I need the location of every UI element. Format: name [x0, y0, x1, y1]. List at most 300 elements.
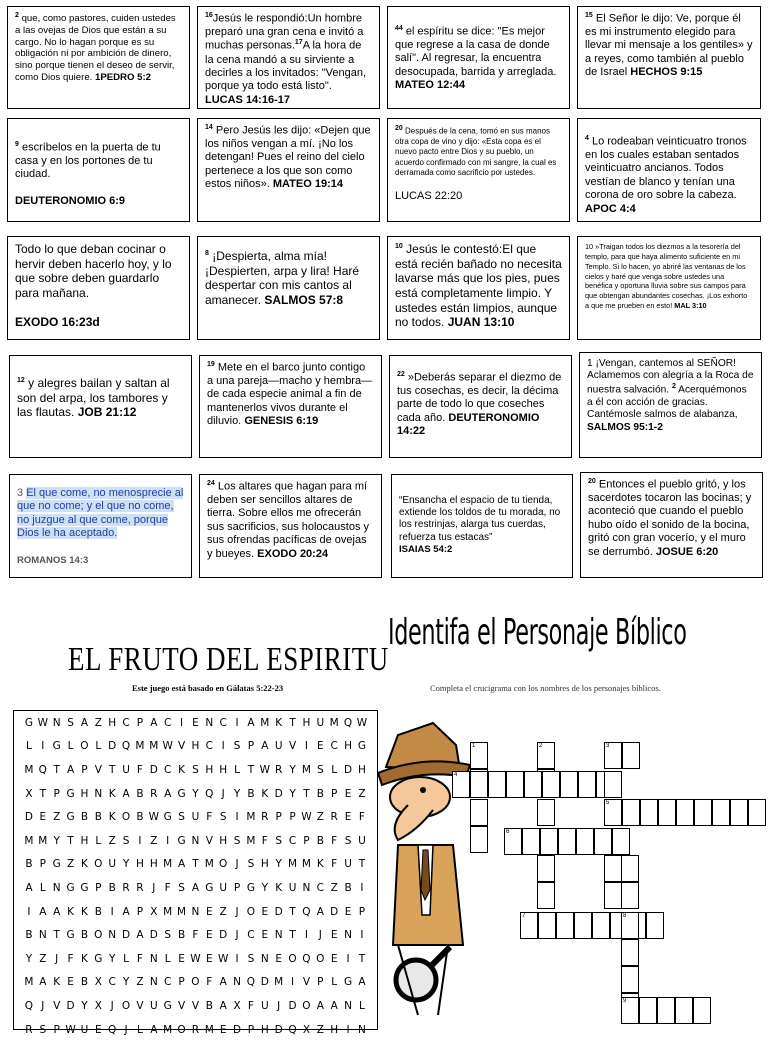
- wordsearch-letter: D: [344, 763, 353, 776]
- wordsearch-letter: A: [247, 716, 255, 729]
- wordsearch-letter: M: [24, 976, 34, 989]
- wordsearch-letter: G: [80, 881, 89, 894]
- wordsearch-letter: O: [94, 858, 103, 871]
- wordsearch-letter: C: [330, 740, 338, 753]
- wordsearch-letter: J: [110, 999, 114, 1012]
- wordsearch-letter: L: [39, 881, 46, 894]
- wordsearch-letter: T: [53, 763, 60, 776]
- wordsearch-letter: Y: [122, 976, 130, 989]
- wordsearch-letter: E: [261, 929, 269, 942]
- wordsearch-letter: N: [149, 952, 158, 965]
- crossword-title: Identifa el Personaje Bíblico: [388, 612, 687, 654]
- wordsearch-letter: G: [177, 787, 186, 800]
- wordsearch-letter: M: [301, 858, 311, 871]
- wordsearch-letter: K: [261, 787, 269, 800]
- wordsearch-letter: H: [260, 858, 269, 871]
- wordsearch-letter: W: [301, 811, 312, 824]
- verse-card-josue6: $^{20}$ Entonces el pueblo gritó, y los sacerdotes tocaron las bocinas; y aconteció que cuando el pueblo hubo oído el sonido de la bocina, gritó con gran vocerío, y el muro se derrumbó. JOSUE 6:20: [580, 472, 763, 578]
- wordsearch-letter: Z: [66, 858, 75, 871]
- crossword-cell[interactable]: [621, 997, 639, 1024]
- wordsearch-letter: D: [122, 929, 131, 942]
- wordsearch-letter: E: [94, 1023, 102, 1036]
- wordsearch-letter: D: [274, 787, 283, 800]
- wordsearch-letter: S: [178, 881, 185, 894]
- crossword-cell[interactable]: [621, 966, 639, 993]
- wordsearch-letter: L: [95, 740, 102, 753]
- crossword-cell[interactable]: [621, 855, 639, 882]
- wordsearch-letter: D: [274, 905, 283, 918]
- wordsearch-letter: F: [136, 952, 143, 965]
- wordsearch-letter: W: [217, 952, 229, 965]
- wordsearch-letter: B: [80, 811, 89, 824]
- wordsearch-letter: Q: [302, 952, 311, 965]
- wordsearch-letter: J: [55, 952, 59, 965]
- wordsearch-letter: A: [25, 881, 33, 894]
- wordsearch-letter: N: [149, 976, 158, 989]
- wordsearch-letter: T: [289, 905, 296, 918]
- wordsearch-letter: K: [275, 881, 283, 894]
- wordsearch-letter: C: [164, 716, 172, 729]
- wordsearch-letter: N: [233, 976, 241, 989]
- crossword-clue-number: 6: [506, 829, 510, 835]
- wordsearch-letter: E: [344, 905, 352, 918]
- wordsearch-letter: D: [288, 999, 297, 1012]
- wordsearch-letter: X: [94, 976, 102, 989]
- wordsearch-letter: D: [260, 976, 269, 989]
- wordsearch-letter: L: [26, 740, 32, 753]
- wordsearch-letter: T: [247, 763, 255, 776]
- wordsearch-letter: N: [205, 716, 214, 729]
- wordsearch-letter: C: [247, 929, 255, 942]
- wordsearch-letter: F: [164, 881, 171, 894]
- wordsearch-letter: I: [138, 834, 142, 847]
- crossword-cell[interactable]: [675, 997, 693, 1024]
- crossword-cell[interactable]: [522, 828, 540, 855]
- crossword-cell[interactable]: [646, 912, 664, 939]
- wordsearch-letter: E: [67, 976, 74, 989]
- crossword-cell[interactable]: [658, 799, 676, 826]
- wordsearch-letter: N: [52, 881, 61, 894]
- wordsearch-letter: K: [67, 905, 74, 918]
- wordsearch-letter: V: [94, 763, 102, 776]
- wordsearch-letter: R: [25, 1023, 33, 1036]
- wordsearch-letter: P: [53, 787, 60, 800]
- crossword-cell[interactable]: [524, 771, 542, 798]
- crossword-cell[interactable]: [506, 771, 524, 798]
- wordsearch-letter: I: [360, 881, 364, 894]
- wordsearch-letter: L: [234, 763, 240, 776]
- crossword-cell[interactable]: [640, 799, 658, 826]
- wordsearch-letter: Q: [343, 716, 353, 729]
- wordsearch-letter: T: [192, 858, 199, 871]
- wordsearch-letter: J: [235, 858, 239, 871]
- wordsearch-letter: R: [150, 787, 158, 800]
- wordsearch-letter: E: [192, 716, 199, 729]
- wordsearch-letter: H: [80, 834, 89, 847]
- crossword-cell[interactable]: [592, 912, 610, 939]
- wordsearch-row: [14, 853, 377, 877]
- crossword-clue-number: 3: [606, 743, 610, 749]
- wordsearch-letter: X: [233, 999, 241, 1012]
- wordsearch-letter: D: [149, 929, 158, 942]
- crossword-cell[interactable]: [520, 912, 538, 939]
- wordsearch-letter: I: [180, 716, 184, 729]
- crossword-cell[interactable]: [556, 912, 574, 939]
- wordsearch-letter: A: [150, 1023, 158, 1036]
- wordsearch-letter: I: [235, 811, 239, 824]
- wordsearch-letter: Z: [53, 811, 61, 824]
- wordsearch-letter: J: [235, 905, 239, 918]
- wordsearch-letter: P: [247, 1023, 255, 1036]
- wordsearch-letter: H: [344, 740, 353, 753]
- wordsearch-letter: F: [331, 858, 338, 871]
- verse-card-lucas22: 20 Después de la cena, tomó en sus manos otra copa de vino y dijo: «Esta copa es el nuevo pacto entre Dios y su pueblo, un acuerdo confirmado con mi sangre, la cual es derramada como sacrificio por ustedes. LUCAS 22:20: [387, 118, 570, 222]
- wordsearch-letter: U: [149, 999, 158, 1012]
- wordsearch-letter: B: [108, 881, 116, 894]
- wordsearch-letter: S: [192, 763, 199, 776]
- crossword-cell[interactable]: [621, 939, 639, 966]
- wordsearch-letter: H: [108, 716, 117, 729]
- wordsearch-row: [14, 805, 377, 829]
- wordsearch-letter: E: [205, 952, 213, 965]
- wordsearch-letter: I: [346, 952, 350, 965]
- crossword-subtitle: Completa el crucigrama con los nombres de los personajes bíblicos.: [430, 683, 661, 693]
- wordsearch-letter: O: [94, 929, 103, 942]
- wordsearch-letter: Y: [122, 858, 130, 871]
- crossword-cell[interactable]: [574, 912, 592, 939]
- wordsearch-letter: U: [274, 740, 283, 753]
- wordsearch-letter: P: [136, 905, 144, 918]
- verse-card-mateo12: $^{44}$ el espíritu se dice: "Es mejor que regrese a la casa de donde salí". Al regresar, la encuentra desocupada, barrida y arreglada. MATEO 12:44: [387, 6, 570, 109]
- wordsearch-letter: T: [358, 952, 366, 965]
- wordsearch-letter: O: [219, 858, 228, 871]
- wordsearch-letter: U: [80, 1023, 89, 1036]
- wordsearch-letter: M: [24, 763, 34, 776]
- wordsearch-letter: W: [65, 1023, 76, 1036]
- crossword-cell[interactable]: [542, 771, 560, 798]
- wordsearch-letter: I: [360, 929, 364, 942]
- wordsearch-letter: W: [259, 763, 270, 776]
- wordsearch-letter: Z: [219, 905, 227, 918]
- wordsearch-letter: B: [94, 905, 102, 918]
- crossword-cell[interactable]: [576, 828, 594, 855]
- detective-illustration: [378, 715, 476, 1020]
- crossword-cell[interactable]: [537, 855, 555, 882]
- wordsearch-letter: A: [53, 905, 61, 918]
- wordsearch-letter: E: [205, 929, 213, 942]
- wordsearch-letter: G: [66, 881, 75, 894]
- crossword-cell[interactable]: [604, 742, 622, 769]
- wordsearch-letter: M: [38, 834, 48, 847]
- wordsearch-letter: D: [149, 763, 158, 776]
- wordsearch-letter: Q: [246, 976, 256, 989]
- wordsearch-letter: Z: [150, 834, 158, 847]
- wordsearch-letter: P: [53, 1023, 60, 1036]
- wordsearch-letter: G: [163, 811, 172, 824]
- crossword-cell[interactable]: [604, 771, 622, 798]
- verse-card-hechos9: $^{15}$ El Señor le dijo: Ve, porque él es mi instrumento elegido para llevar mi mensaje a los gentiles» y a reyes, como también al pueblo de Israel HECHOS 9:15: [577, 6, 761, 109]
- wordsearch-letter: P: [233, 881, 241, 894]
- wordsearch-row: [14, 1018, 377, 1041]
- wordsearch-letter: O: [121, 999, 131, 1012]
- crossword-clue-number: 8: [623, 913, 627, 919]
- crossword-cell[interactable]: [558, 828, 576, 855]
- wordsearch-letter: L: [331, 976, 338, 989]
- verse-card-romanos14: 3 El que come, no menosprecie al que no come; y el que no come, no juzgue al que come, porque Dios le ha aceptado. ROMANOS 14:3: [9, 474, 192, 578]
- crossword-cell[interactable]: [639, 997, 657, 1024]
- wordsearch-letter: V: [302, 976, 311, 989]
- wordsearch-row: [14, 900, 377, 924]
- wordsearch-letter: N: [344, 999, 352, 1012]
- verse-card-job21: $^{12}$ y alegres bailan y saltan al son del arpa, los tambores y las flautas. JOB 21:12: [9, 355, 192, 458]
- wordsearch-letter: A: [136, 929, 144, 942]
- wordsearch-letter: U: [288, 881, 297, 894]
- wordsearch-letter: Z: [39, 952, 47, 965]
- crossword-cell[interactable]: [470, 742, 488, 769]
- wordsearch-letter: Y: [108, 952, 116, 965]
- wordsearch-letter: H: [135, 858, 144, 871]
- crossword-cell[interactable]: [712, 799, 730, 826]
- wordsearch-letter: M: [149, 740, 159, 753]
- wordsearch-letter: P: [81, 763, 88, 776]
- wordsearch-letter: O: [177, 1023, 186, 1036]
- wordsearch-letter: W: [148, 811, 159, 824]
- wordsearch-letter: D: [24, 811, 33, 824]
- wordsearch-letter: I: [221, 740, 225, 753]
- wordsearch-letter: V: [191, 999, 200, 1012]
- wordsearch-letter: B: [247, 787, 255, 800]
- wordsearch-letter: V: [177, 999, 186, 1012]
- wordsearch-letter: A: [191, 881, 200, 894]
- wordsearch-letter: B: [205, 999, 213, 1012]
- wordsearch-letter: D: [108, 740, 117, 753]
- wordsearch-letter: B: [94, 811, 102, 824]
- wordsearch-letter: H: [302, 716, 311, 729]
- wordsearch-letter: S: [247, 952, 255, 965]
- wordsearch-letter: Q: [121, 740, 131, 753]
- wordsearch-letter: Z: [94, 716, 102, 729]
- wordsearch-letter: N: [260, 952, 269, 965]
- wordsearch-letter: Z: [358, 787, 366, 800]
- wordsearch-letter: B: [316, 787, 324, 800]
- wordsearch-letter: H: [149, 858, 158, 871]
- wordsearch-letter: M: [24, 834, 34, 847]
- wordsearch-letter: I: [235, 952, 239, 965]
- wordsearch-letter: X: [302, 1023, 311, 1036]
- crossword-cell[interactable]: [676, 799, 694, 826]
- wordsearch-letter: I: [27, 905, 31, 918]
- crossword-cell[interactable]: [578, 771, 596, 798]
- wordsearch-letter: S: [316, 763, 324, 776]
- wordsearch-letter: A: [39, 976, 47, 989]
- wordsearch-letter: R: [122, 881, 130, 894]
- wordsearch-letter: S: [219, 811, 227, 824]
- crossword-cell[interactable]: [622, 799, 640, 826]
- crossword-cell[interactable]: [537, 882, 555, 909]
- wordsearch-letter: R: [191, 1023, 200, 1036]
- crossword-cell[interactable]: [470, 826, 488, 853]
- wordsearch-letter: Y: [53, 834, 60, 847]
- wordsearch-letter: N: [191, 834, 200, 847]
- wordsearch-letter: N: [344, 929, 352, 942]
- wordsearch-letter: I: [304, 929, 308, 942]
- wordsearch-letter: P: [317, 976, 324, 989]
- verse-card-1pedro: $^2$ que, como pastores, cuiden ustedes a las ovejas de Dios que están a su cargo. No lo hagan porque es su obligación ni por ambición de dinero, sino porque tienen el deseo de servir, como Dios quiere. 1PEDRO 5:2: [7, 6, 190, 109]
- crossword-cell[interactable]: [604, 882, 622, 909]
- wordsearch-letter: B: [316, 834, 324, 847]
- verse-card-lucas14: $^{16}$Jesús le respondió:Un hombre preparó una gran cena e invitó a muchas personas.$^{17}$A la hora de la cena mandó a su sirviente a decirles a los invitados: "Vengan, porque ya todo está listo". LUCAS 14:16-17: [197, 6, 380, 109]
- wordsearch-letter: P: [247, 740, 255, 753]
- wordsearch-letter: U: [316, 716, 325, 729]
- wordsearch-letter: Y: [289, 787, 296, 800]
- wordsearch-letter: S: [275, 834, 283, 847]
- wordsearch-letter: E: [205, 905, 213, 918]
- crossword-cell[interactable]: [594, 828, 612, 855]
- wordsearch-letter: M: [301, 763, 311, 776]
- wordsearch-letter: N: [38, 929, 47, 942]
- wordsearch-letter: I: [291, 976, 295, 989]
- wordsearch-letter: E: [219, 1023, 227, 1036]
- wordsearch-letter: A: [39, 905, 47, 918]
- crossword-cell[interactable]: [504, 828, 522, 855]
- crossword-cell[interactable]: [470, 771, 488, 798]
- wordsearch-letter: T: [67, 834, 74, 847]
- wordsearch-letter: A: [261, 740, 269, 753]
- wordsearch-letter: F: [206, 976, 213, 989]
- wordsearch-title: EL FRUTO DEL ESPIRITU: [68, 640, 389, 678]
- crossword-cell[interactable]: [452, 771, 470, 798]
- wordsearch-letter: X: [25, 787, 33, 800]
- wordsearch-letter: D: [274, 1023, 283, 1036]
- verse-card-isaias54: “Ensancha el espacio de tu tienda, extiende los toldos de tu morada, no los restrinjas, alarga tus cuerdas, refuerza tus estacas” ISAIAS 54:2: [391, 474, 573, 578]
- wordsearch-letter: Q: [108, 1023, 117, 1036]
- wordsearch-letter: Y: [192, 787, 199, 800]
- wordsearch-letter: E: [344, 787, 352, 800]
- wordsearch-letter: A: [177, 858, 186, 871]
- wordsearch-letter: H: [80, 787, 89, 800]
- crossword-cell[interactable]: [730, 799, 748, 826]
- wordsearch-letter: I: [110, 905, 114, 918]
- wordsearch-letter: J: [221, 787, 225, 800]
- wordsearch-letter: J: [318, 929, 322, 942]
- wordsearch-letter: K: [178, 763, 185, 776]
- wordsearch-letter: R: [275, 763, 283, 776]
- crossword-cell[interactable]: [694, 799, 712, 826]
- crossword-cell[interactable]: [560, 771, 578, 798]
- wordsearch-letter: N: [94, 787, 103, 800]
- wordsearch-letter: A: [316, 999, 324, 1012]
- wordsearch-letter: T: [289, 716, 296, 729]
- crossword-cell[interactable]: [621, 912, 639, 939]
- wordsearch-letter: H: [219, 763, 228, 776]
- wordsearch-letter: E: [316, 740, 324, 753]
- wordsearch-letter: A: [316, 905, 324, 918]
- wordsearch-letter: H: [219, 834, 228, 847]
- wordsearch-letter: K: [80, 905, 88, 918]
- wordsearch-letter: S: [122, 834, 130, 847]
- wordsearch-letter: V: [53, 999, 61, 1012]
- crossword-cell[interactable]: [748, 799, 766, 826]
- wordsearch-letter: P: [289, 811, 296, 824]
- wordsearch-letter: A: [219, 976, 227, 989]
- wordsearch-letter: M: [260, 716, 270, 729]
- crossword-cell[interactable]: [604, 855, 622, 882]
- crossword-cell[interactable]: [540, 828, 558, 855]
- wordsearch-letter: W: [37, 716, 48, 729]
- wordsearch-letter: V: [177, 740, 186, 753]
- crossword-cell[interactable]: [621, 882, 639, 909]
- wordsearch-letter: E: [275, 952, 282, 965]
- wordsearch-letter: U: [191, 811, 200, 824]
- wordsearch-letter: C: [219, 716, 227, 729]
- wordsearch-letter: L: [67, 740, 74, 753]
- crossword-cell[interactable]: [657, 997, 675, 1024]
- crossword-cell[interactable]: [538, 912, 556, 939]
- wordsearch-letter: W: [356, 716, 368, 729]
- wordsearch-letter: T: [53, 929, 60, 942]
- wordsearch-row: [14, 947, 377, 971]
- wordsearch-letter: T: [303, 787, 310, 800]
- wordsearch-letter: M: [204, 858, 214, 871]
- wordsearch-letter: Y: [25, 952, 33, 965]
- crossword-cell[interactable]: [470, 799, 488, 826]
- verse-card-deuteronomio6: $^9$ escríbelos en la puerta de tu casa y en los portones de tu ciudad. DEUTERONOMIO 6:9: [7, 118, 190, 222]
- wordsearch-letter: P: [95, 881, 102, 894]
- wordsearch-letter: X: [94, 999, 102, 1012]
- crossword-cell[interactable]: [693, 997, 711, 1024]
- wordsearch-letter: M: [163, 858, 173, 871]
- wordsearch-letter: Z: [316, 811, 324, 824]
- wordsearch-letter: I: [346, 1023, 350, 1036]
- wordsearch-letter: H: [330, 1023, 339, 1036]
- wordsearch-letter: P: [358, 905, 366, 918]
- wordsearch-letter: H: [191, 740, 200, 753]
- wordsearch-letter: E: [330, 952, 338, 965]
- wordsearch-letter: S: [39, 1023, 47, 1036]
- wordsearch-letter: A: [150, 716, 158, 729]
- wordsearch-letter: H: [260, 1023, 269, 1036]
- crossword-cell[interactable]: [604, 799, 622, 826]
- crossword-cell[interactable]: [537, 742, 555, 769]
- crossword-cell[interactable]: [622, 742, 640, 769]
- verse-card-salmos95: 1 ¡Vengan, cantemos al SEÑOR! Aclamemos con alegría a la Roca de nuestra salvación. $^2$ Acerquémonos a él con acción de gracias. Cantémosle salmos de alabanza, SALMOS 95:1-2: [579, 352, 762, 458]
- wordsearch-letter: Y: [233, 787, 241, 800]
- wordsearch-letter: V: [288, 740, 297, 753]
- wordsearch-letter: L: [359, 999, 365, 1012]
- wordsearch-letter: M: [274, 976, 284, 989]
- wordsearch-letter: M: [288, 858, 298, 871]
- wordsearch-letter: K: [80, 858, 88, 871]
- crossword-cell[interactable]: [537, 799, 555, 826]
- crossword-cell[interactable]: [488, 771, 506, 798]
- crossword-cell[interactable]: [612, 828, 630, 855]
- wordsearch-letter: F: [67, 952, 74, 965]
- wordsearch-letter: K: [80, 952, 88, 965]
- wordsearch-letter: B: [177, 929, 186, 942]
- wordsearch-row: [14, 711, 377, 735]
- wordsearch-letter: H: [357, 763, 366, 776]
- wordsearch-letter: C: [316, 881, 324, 894]
- verse-card-genesis6: $^{19}$ Mete en el barco junto contigo a una pareja—macho y hembra—de cada especie animal a fin de mantenerlos vivos durante el diluvio. GENESIS 6:19: [199, 355, 382, 458]
- wordsearch-row: [14, 782, 377, 806]
- wordsearch-letter: U: [344, 858, 352, 871]
- wordsearch-letter: G: [66, 811, 75, 824]
- wordsearch-letter: P: [331, 787, 338, 800]
- wordsearch-letter: B: [25, 929, 33, 942]
- wordsearch-letter: G: [357, 740, 366, 753]
- crossword-clue-number: 2: [539, 743, 543, 749]
- wordsearch-letter: B: [80, 976, 89, 989]
